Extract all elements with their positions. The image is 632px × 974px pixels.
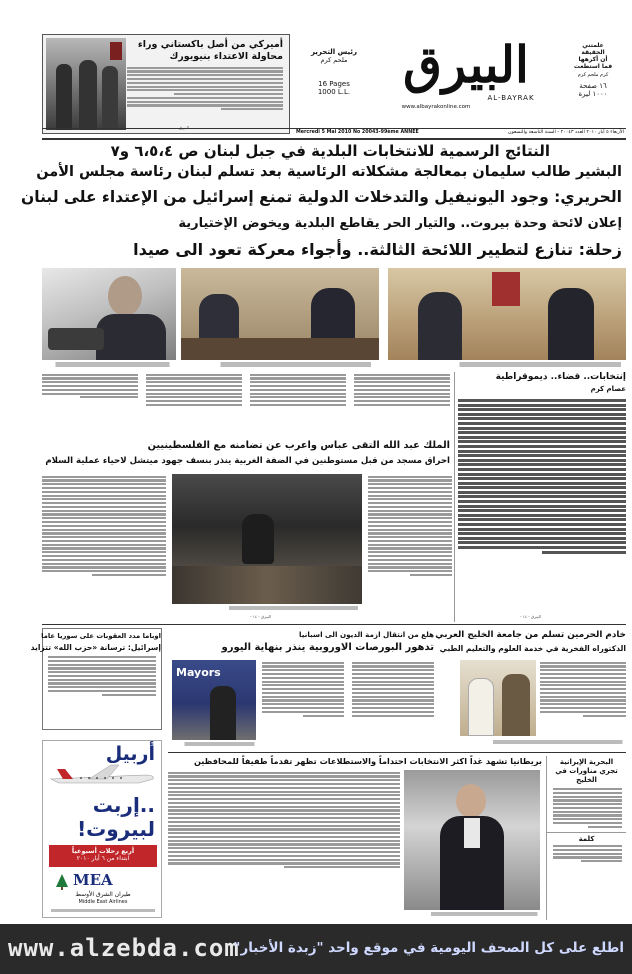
photo-figure [102, 66, 118, 130]
photo-figure [210, 686, 236, 740]
photo-caption [181, 362, 379, 367]
photo-caption [172, 742, 256, 746]
photo-meeting-1 [181, 268, 379, 360]
word-box-text [553, 845, 622, 862]
headline-euro-markets[interactable]: تدهور البورصات الاوروبية ينذر بنهاية اليورو [221, 642, 434, 653]
article-text-columns [42, 372, 452, 424]
editor-label: رئيس التحرير [310, 48, 358, 56]
photo-figure [242, 514, 274, 564]
footer-bar[interactable] [0, 924, 632, 974]
headline-hariri[interactable]: الحريري: وجود اليونيفيل والتدخلات الدولية تمنع إسرائيل من الإعتداء على لبنان [21, 188, 622, 206]
photo-caption [460, 740, 626, 744]
logo-latin: AL-BAYRAK [487, 94, 535, 102]
photo-europe-speaker [172, 660, 256, 740]
photo-flag [110, 42, 122, 60]
photo-caption [172, 606, 362, 610]
photo-sign-text: Mayors [176, 666, 221, 679]
top-story-headline-2[interactable]: محاولة الاعتداء بنيويورك [169, 51, 283, 62]
ad-tagline-1: ..إربت [92, 793, 155, 817]
top-story-headline[interactable]: أميركي من أصل باكستاني وراء [137, 39, 283, 50]
headline-bashir[interactable]: البشير طالب سليمان بمعالجة مشكلاته الرئاسية بعد تسلم لبنان رئاسة مجلس الأمن [36, 164, 622, 180]
europe-text [262, 660, 434, 744]
slogan-line: فما استطعت [573, 63, 613, 70]
europe-kicker: هلع من انتقال ازمة الديون الى اسبانيا [299, 630, 434, 639]
headline-obama-sanctions[interactable]: اوباما مدد العقوبات على سوريا عاما [41, 632, 161, 640]
photo-mosque-fire [172, 474, 362, 604]
photo-microphones [48, 328, 104, 350]
obama-text [48, 656, 156, 696]
section-divider [168, 752, 626, 753]
photo-figure [79, 60, 97, 130]
photo-aoun [42, 268, 176, 360]
palestine-text-left [42, 474, 166, 620]
masthead [0, 30, 632, 142]
photo-table [181, 338, 379, 360]
photo-figure [468, 678, 494, 736]
ad-offer-date: ابتداء من ٦ أيار ٢٠١٠ [76, 855, 130, 862]
footer-slogan: اطلع على كل الصحف اليومية في موقع واحد "زبدة الأخبار" [233, 940, 624, 956]
column-title[interactable]: إنتخابات.. قضاء.. ديموقراطية [495, 372, 626, 382]
photo-figure [502, 674, 530, 736]
slogan-line: الحقيقة [581, 49, 605, 56]
photo-caption [404, 912, 540, 916]
masthead-divider [42, 138, 626, 140]
continued-marker: البيرق - ١٤ - [520, 614, 542, 619]
logo-arabic: البيرق [403, 35, 529, 94]
headline-zahle[interactable]: زحلة: تنازع لتطيير اللائحة الثالثة.. وأجواء معركة تعود الى صيدا [133, 240, 622, 259]
photo-figure [56, 64, 72, 130]
slogan-line: أن أكرهها [578, 56, 608, 63]
date-line-ar: الأربعاء ٥ أيار ٢٠١٠ العدد ٢٠٠٤٣ - السنة التاسعة والتسعون [507, 130, 624, 135]
obama-box [30, 628, 162, 730]
photo-caption [388, 362, 626, 367]
website-link[interactable]: www.albayrakonline.com [401, 104, 471, 110]
photo-figure-body [96, 314, 166, 360]
photo-meeting-2 [388, 268, 626, 360]
mea-advertisement[interactable] [42, 740, 162, 918]
date-line-en: Mercredi 5 Mai 2010 No 20043-99ème ANNÉE [296, 130, 419, 135]
photo-figure [418, 292, 462, 360]
top-story-text [127, 65, 283, 123]
uk-text [168, 770, 400, 920]
section-divider [42, 624, 626, 625]
masthead-divider [42, 128, 626, 129]
slogan-box [560, 42, 626, 122]
column-text [458, 399, 626, 554]
headline-gulf-university[interactable]: خادم الحرمين تسلم من جامعة الخليج العربي [435, 630, 626, 640]
photo-figure [548, 288, 594, 360]
column-divider [454, 372, 455, 622]
photo-debris [172, 566, 362, 604]
ad-offer: أربع رحلات أسبوعياً [71, 847, 135, 855]
newspaper-logo[interactable] [374, 32, 558, 124]
footer-website[interactable]: www.alzebda.com [8, 934, 240, 962]
headline-iran-navy-3[interactable]: الخليج [576, 776, 597, 784]
ad-tagline-2: لبيروت! [77, 817, 155, 841]
ad-airline-name: MEA [73, 871, 113, 889]
photo-flags [492, 272, 520, 306]
ad-city-top: أربيل [105, 743, 155, 765]
ad-contact-line [51, 909, 155, 912]
top-story-box [42, 34, 290, 134]
headline-honorary-doctorate[interactable]: الدكتوراه الفخرية في خدمة العلوم والتعليم الطبي [439, 644, 626, 653]
ad-offer-banner [49, 845, 157, 867]
airplane-icon [49, 761, 157, 791]
headline-municipal-results[interactable]: النتائج الرسمية للانتخابات البلدية في جبل لبنان ص ٦،٥،٤ و٧ [110, 142, 550, 160]
pages-ar: ١٦ صفحة [579, 82, 607, 90]
pages-en: 16 Pages [318, 80, 350, 88]
gulf-text [540, 660, 626, 744]
editor-box [294, 48, 374, 108]
headline-hezbollah-arsenal[interactable]: إسرائيل: ترسانة «حزب الله» تتزايد [30, 643, 161, 652]
opinion-column [458, 372, 626, 628]
headline-iran-navy-2[interactable]: تجري مناورات في [555, 767, 618, 775]
price-ar: ١٠٠٠ ليرة [578, 90, 608, 98]
photo-shirt [464, 818, 480, 848]
photo-figure-head [456, 784, 486, 818]
founder: كرم ملحم كرم [577, 72, 609, 78]
column-author: عصام كرم [590, 385, 626, 393]
photo-figure-head [108, 276, 142, 316]
top-story-photo [46, 38, 126, 130]
headline-uk-elections[interactable]: بريطانيا تشهد غداً اكثر الانتخابات احتداماً والاستطلاعات تظهر تقدماً طفيفاً للمحافظين [193, 756, 542, 766]
palestine-text-right [368, 474, 452, 620]
continued-marker: البيرق - ١٤ - [250, 614, 272, 619]
headline-mosque[interactable]: احراق مسجد من قبل مستوطنين في الضفة الغربية ينذر بنسف جهود ميتشل لاحياء عملية السلام [45, 456, 450, 466]
iran-box [546, 756, 626, 920]
photo-cameron [404, 770, 540, 910]
headline-king-abbas[interactable]: الملك عبد الله التقى عباس واعرب عن تضامنه مع الفلسطينيين [147, 440, 450, 451]
mea-cedar-logo-icon [53, 873, 71, 891]
price-en: 1000 L.L. [317, 88, 351, 96]
photo-gulf-ceremony [460, 660, 536, 736]
ad-airline-en: Middle East Airlines [78, 899, 128, 905]
editor-name: ملحم كرم [320, 56, 348, 64]
photo-caption [42, 362, 176, 367]
slogan-line: علمتني [582, 42, 604, 49]
iran-text [553, 788, 622, 828]
headline-iran-navy-1[interactable]: البحرية الإيرانية [559, 758, 614, 766]
ad-airline-ar: طيران الشرق الأوسط [75, 891, 131, 898]
headline-beirut-list[interactable]: إعلان لائحة وحدة بيروت.. والتيار الحر يقاطع البلدية ويخوض الإختيارية [178, 216, 622, 231]
word-box-label: كلمة [547, 832, 626, 843]
